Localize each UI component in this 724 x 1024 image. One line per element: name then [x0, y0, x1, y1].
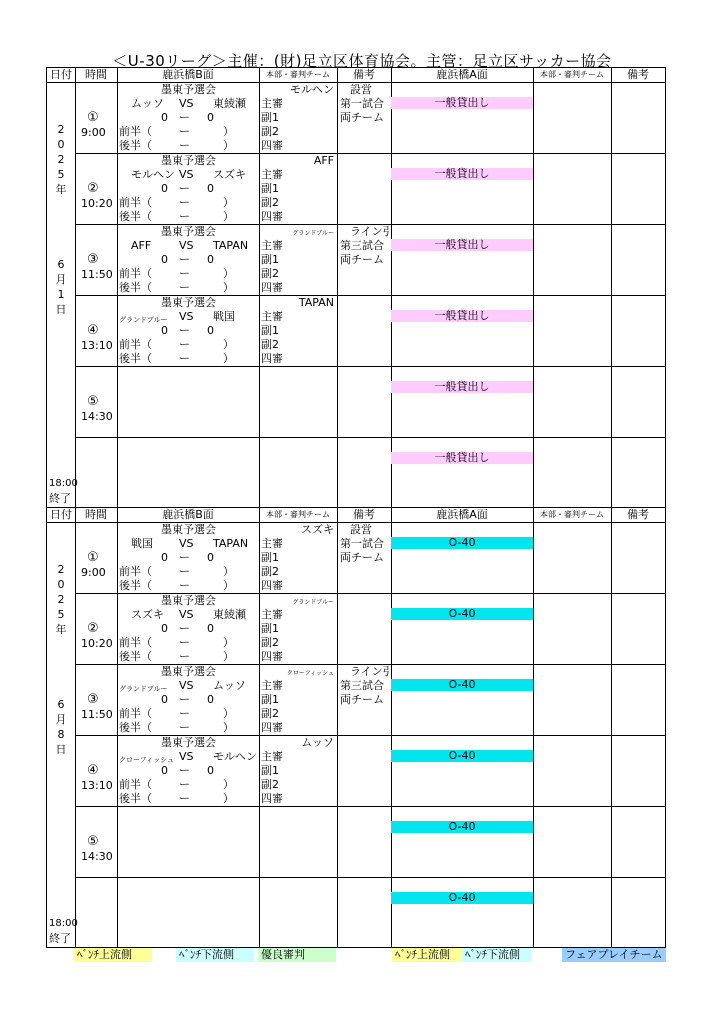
league-name: 墨東予選会 [161, 154, 216, 167]
row-divider [75, 366, 665, 367]
score-home: 0 [161, 182, 168, 195]
first-half-dash: ー [179, 778, 190, 791]
score-away: 0 [207, 324, 214, 337]
notes-text: 第一試合 [340, 537, 384, 550]
header-referee: 本部・審判チーム [266, 70, 330, 79]
slot-number: ① [87, 110, 99, 125]
second-half-close: ） [223, 579, 234, 592]
home-team: グランドブルー [119, 316, 168, 324]
score-away: 0 [207, 551, 214, 564]
header-field-b: 鹿浜橋B面 [162, 68, 214, 81]
score-home: 0 [161, 253, 168, 266]
second-half-close: ） [223, 792, 234, 805]
date-char: 6 [57, 258, 65, 271]
home-team: グランドブルー [119, 685, 168, 693]
away-team: ムッソ [213, 679, 246, 692]
first-half-dash: ー [179, 267, 190, 280]
first-half-dash: ー [179, 196, 190, 209]
first-half-dash: ー [179, 636, 190, 649]
field-a-booking: O-40 [391, 750, 533, 762]
score-dash: ー [179, 551, 190, 564]
vs-label: VS [179, 97, 194, 110]
away-team: スズキ [213, 168, 246, 181]
date-char: 0 [57, 578, 65, 591]
second-half-label: 後半（ [119, 721, 152, 734]
slot-time: 14:30 [81, 850, 113, 863]
header-referee2: 本部・審判チーム [540, 510, 604, 519]
field-a-booking: 一般貸出し [391, 168, 533, 180]
date-char [47, 227, 75, 242]
field-a-booking: O-40 [391, 537, 533, 549]
date-char: 月 [55, 273, 67, 286]
end-label: 終了 [49, 932, 71, 945]
league-name: 墨東予選会 [161, 523, 216, 536]
second-half-dash: ー [179, 210, 190, 223]
column-divider [611, 68, 612, 507]
first-half-label: 前半（ [119, 636, 152, 649]
slot-time: 14:30 [81, 410, 113, 423]
sub-referee-2: 副2 [261, 565, 279, 578]
slot-number: ② [87, 181, 99, 196]
referee-team: ムッソ [301, 736, 334, 749]
first-half-close: ） [223, 125, 234, 138]
away-team: 東綾瀬 [213, 608, 246, 621]
header-date: 日付 [50, 508, 72, 521]
first-half-dash: ー [179, 338, 190, 351]
notes-text: 第一試合 [340, 97, 384, 110]
sub-referee-2: 副2 [261, 636, 279, 649]
first-half-dash: ー [179, 565, 190, 578]
notes-text: 第三試合 [340, 679, 384, 692]
fourth-referee: 四審 [261, 352, 283, 365]
end-time: 18:00 [49, 478, 78, 489]
sub-referee-1: 副1 [261, 324, 279, 337]
main-referee: 主審 [261, 310, 283, 323]
main-referee: 主審 [261, 168, 283, 181]
score-home: 0 [161, 551, 168, 564]
notes-text: 両チーム [340, 253, 384, 266]
field-a-booking: 一般貸出し [391, 452, 533, 464]
main-referee: 主審 [261, 608, 283, 621]
first-half-label: 前半（ [119, 707, 152, 720]
row-divider [75, 437, 665, 438]
field-a-booking: O-40 [391, 679, 533, 691]
header-date: 日付 [50, 68, 72, 81]
header-notes2: 備考 [627, 508, 649, 521]
score-dash: ー [179, 622, 190, 635]
date-char: 8 [57, 728, 65, 741]
sub-referee-2: 副2 [261, 778, 279, 791]
legend-bench-up-2: ﾍﾞﾝﾁ上流側 [392, 948, 462, 962]
first-half-dash: ー [179, 707, 190, 720]
column-divider [75, 68, 76, 507]
first-half-close: ） [223, 707, 234, 720]
column-divider [259, 508, 260, 947]
vs-label: VS [179, 750, 194, 763]
slot-time: 13:10 [81, 779, 113, 792]
date-char [47, 242, 75, 257]
second-half-label: 後半（ [119, 281, 152, 294]
first-half-label: 前半（ [119, 565, 152, 578]
header-field-a: 鹿浜橋A面 [436, 508, 488, 521]
field-a-booking: O-40 [391, 892, 533, 904]
schedule-table-2 [46, 507, 666, 948]
score-away: 0 [207, 622, 214, 635]
second-half-dash: ー [179, 281, 190, 294]
slot-number: ⑤ [87, 834, 99, 849]
column-divider [259, 68, 260, 507]
date-char: 年 [55, 183, 67, 196]
slot-number: ③ [87, 252, 99, 267]
date-char: 6 [57, 698, 65, 711]
vs-label: VS [179, 239, 194, 252]
score-dash: ー [179, 182, 190, 195]
score-away: 0 [207, 764, 214, 777]
score-home: 0 [161, 622, 168, 635]
fourth-referee: 四審 [261, 792, 283, 805]
date-char: 2 [57, 593, 65, 606]
slot-number: ① [87, 550, 99, 565]
home-team: モルヘン [131, 168, 175, 181]
fourth-referee: 四審 [261, 210, 283, 223]
second-half-dash: ー [179, 352, 190, 365]
column-divider [337, 68, 338, 507]
sub-referee-1: 副1 [261, 551, 279, 564]
fourth-referee: 四審 [261, 139, 283, 152]
away-team: TAPAN [213, 537, 249, 550]
legend-bench-up: ﾍﾞﾝﾁ上流側 [74, 948, 152, 962]
first-half-close: ） [223, 565, 234, 578]
field-a-booking: 一般貸出し [391, 381, 533, 393]
sub-referee-1: 副1 [261, 764, 279, 777]
legend-fair-play: フェアプレイチーム [562, 948, 666, 962]
sub-referee-2: 副2 [261, 125, 279, 138]
score-away: 0 [207, 182, 214, 195]
date-char [47, 212, 75, 227]
column-divider [533, 508, 534, 947]
date-char [47, 682, 75, 697]
slot-time: 11:50 [81, 708, 113, 721]
referee-team: グランドブルー [292, 230, 334, 237]
second-half-dash: ー [179, 139, 190, 152]
slot-time: 10:20 [81, 197, 113, 210]
column-divider [75, 508, 76, 947]
end-label: 終了 [49, 492, 71, 505]
table-header [47, 68, 665, 83]
date-char [47, 637, 75, 652]
date-char [47, 652, 75, 667]
date-char: 2 [57, 153, 65, 166]
date-char [47, 197, 75, 212]
date-char: 日 [55, 743, 67, 756]
date-char: 5 [57, 608, 65, 621]
main-referee: 主審 [261, 239, 283, 252]
legend-good-referee: 優良審判 [258, 948, 336, 962]
date-char: 年 [55, 623, 67, 636]
date-char: 月 [55, 713, 67, 726]
date-char: 1 [57, 288, 65, 301]
fourth-referee: 四審 [261, 579, 283, 592]
column-divider [117, 68, 118, 507]
header-field-a: 鹿浜橋A面 [436, 68, 488, 81]
second-half-close: ） [223, 281, 234, 294]
score-away: 0 [207, 111, 214, 124]
first-half-label: 前半（ [119, 267, 152, 280]
sub-referee-2: 副2 [261, 267, 279, 280]
sub-referee-2: 副2 [261, 338, 279, 351]
sub-referee-2: 副2 [261, 707, 279, 720]
league-name: 墨東予選会 [161, 594, 216, 607]
date-char: 2 [57, 123, 65, 136]
vs-label: VS [179, 608, 194, 621]
slot-number: ④ [87, 763, 99, 778]
date-char: 2 [57, 563, 65, 576]
away-team: 戦国 [213, 310, 235, 323]
header-field-b: 鹿浜橋B面 [162, 508, 214, 521]
second-half-label: 後半（ [119, 650, 152, 663]
second-half-dash: ー [179, 721, 190, 734]
first-half-label: 前半（ [119, 196, 152, 209]
notes-text: 設営 [350, 83, 372, 96]
header-referee: 本部・審判チーム [266, 510, 330, 519]
home-team: 戦国 [131, 537, 153, 550]
second-half-label: 後半（ [119, 579, 152, 592]
score-dash: ー [179, 693, 190, 706]
score-dash: ー [179, 324, 190, 337]
away-team: 東綾瀬 [213, 97, 246, 110]
main-referee: 主審 [261, 537, 283, 550]
referee-team: モルヘン [290, 83, 334, 96]
field-a-booking: 一般貸出し [391, 310, 533, 322]
slot-time: 10:20 [81, 637, 113, 650]
date-char [47, 667, 75, 682]
second-half-close: ） [223, 721, 234, 734]
page-title: ＜U-30リーグ＞主催：(財)足立区体育協会。主管：足立区サッカー協会 [112, 52, 612, 70]
second-half-label: 後半（ [119, 792, 152, 805]
date-char: 5 [57, 168, 65, 181]
column-divider [391, 68, 392, 507]
notes-text: 両チーム [340, 693, 384, 706]
notes-text: 設営 [350, 523, 372, 536]
league-name: 墨東予選会 [161, 296, 216, 309]
first-half-close: ） [223, 267, 234, 280]
notes-text: 第三試合 [340, 239, 384, 252]
first-half-close: ） [223, 778, 234, 791]
score-away: 0 [207, 253, 214, 266]
first-half-label: 前半（ [119, 338, 152, 351]
field-a-booking: O-40 [391, 821, 533, 833]
first-half-close: ） [223, 196, 234, 209]
second-half-dash: ー [179, 579, 190, 592]
score-home: 0 [161, 111, 168, 124]
second-half-label: 後半（ [119, 139, 152, 152]
date-char: 0 [57, 138, 65, 151]
referee-team: TAPAN [298, 296, 334, 309]
away-team: モルヘン [213, 750, 257, 763]
second-half-dash: ー [179, 792, 190, 805]
away-team: TAPAN [213, 239, 249, 252]
sub-referee-1: 副1 [261, 693, 279, 706]
score-dash: ー [179, 111, 190, 124]
home-team: クローフィッシュ [119, 756, 174, 764]
home-team: スズキ [131, 608, 164, 621]
main-referee: 主審 [261, 750, 283, 763]
league-name: 墨東予選会 [161, 665, 216, 678]
league-name: 墨東予選会 [161, 225, 216, 238]
first-half-dash: ー [179, 125, 190, 138]
row-divider [75, 877, 665, 878]
table-header [47, 508, 665, 523]
second-half-label: 後半（ [119, 210, 152, 223]
row-divider [75, 806, 665, 807]
score-home: 0 [161, 324, 168, 337]
referee-team: グランドブルー [292, 599, 334, 606]
slot-time: 11:50 [81, 268, 113, 281]
slot-number: ③ [87, 692, 99, 707]
main-referee: 主審 [261, 97, 283, 110]
date-char: 日 [55, 303, 67, 316]
sub-referee-1: 副1 [261, 622, 279, 635]
slot-number: ④ [87, 323, 99, 338]
field-a-booking: O-40 [391, 608, 533, 620]
first-half-close: ） [223, 636, 234, 649]
column-divider [337, 508, 338, 947]
vs-label: VS [179, 537, 194, 550]
score-home: 0 [161, 693, 168, 706]
header-notes2: 備考 [627, 68, 649, 81]
first-half-label: 前半（ [119, 778, 152, 791]
slot-time: 9:00 [81, 566, 106, 579]
second-half-dash: ー [179, 650, 190, 663]
vs-label: VS [179, 168, 194, 181]
second-half-close: ） [223, 650, 234, 663]
referee-team: AFF [313, 154, 334, 167]
home-team: AFF [131, 239, 152, 252]
slot-time: 13:10 [81, 339, 113, 352]
main-referee: 主審 [261, 679, 283, 692]
header-time: 時間 [85, 68, 107, 81]
sub-referee-1: 副1 [261, 182, 279, 195]
schedule-table-1 [46, 67, 666, 508]
second-half-close: ） [223, 352, 234, 365]
field-a-booking: 一般貸出し [391, 97, 533, 109]
notes-text: ライン引 [350, 225, 394, 238]
referee-team: クローフィッシュ [286, 670, 334, 677]
home-team: ムッソ [131, 97, 164, 110]
second-half-close: ） [223, 139, 234, 152]
notes-text: 両チーム [340, 551, 384, 564]
score-away: 0 [207, 693, 214, 706]
column-divider [533, 68, 534, 507]
notes-text: ライン引 [350, 665, 394, 678]
vs-label: VS [179, 679, 194, 692]
second-half-label: 後半（ [119, 352, 152, 365]
date-column [47, 122, 75, 317]
sub-referee-2: 副2 [261, 196, 279, 209]
second-half-close: ） [223, 210, 234, 223]
column-divider [117, 508, 118, 947]
league-name: 墨東予選会 [161, 83, 216, 96]
header-notes: 備考 [353, 68, 375, 81]
first-half-close: ） [223, 338, 234, 351]
league-name: 墨東予選会 [161, 736, 216, 749]
fourth-referee: 四審 [261, 281, 283, 294]
vs-label: VS [179, 310, 194, 323]
sub-referee-1: 副1 [261, 111, 279, 124]
slot-number: ② [87, 621, 99, 636]
notes-text: 両チーム [340, 111, 384, 124]
legend-bench-down: ﾍﾞﾝﾁ下流側 [176, 948, 254, 962]
sub-referee-1: 副1 [261, 253, 279, 266]
end-time: 18:00 [49, 918, 78, 929]
header-referee2: 本部・審判チーム [540, 70, 604, 79]
score-home: 0 [161, 764, 168, 777]
referee-team: スズキ [301, 523, 334, 536]
header-notes: 備考 [353, 508, 375, 521]
fourth-referee: 四審 [261, 721, 283, 734]
score-dash: ー [179, 764, 190, 777]
first-half-label: 前半（ [119, 125, 152, 138]
field-a-booking: 一般貸出し [391, 239, 533, 251]
fourth-referee: 四審 [261, 650, 283, 663]
date-column [47, 562, 75, 757]
score-dash: ー [179, 253, 190, 266]
slot-time: 9:00 [81, 126, 106, 139]
column-divider [611, 508, 612, 947]
slot-number: ⑤ [87, 394, 99, 409]
header-time: 時間 [85, 508, 107, 521]
legend-bench-down-2: ﾍﾞﾝﾁ下流側 [462, 948, 532, 962]
column-divider [391, 508, 392, 947]
